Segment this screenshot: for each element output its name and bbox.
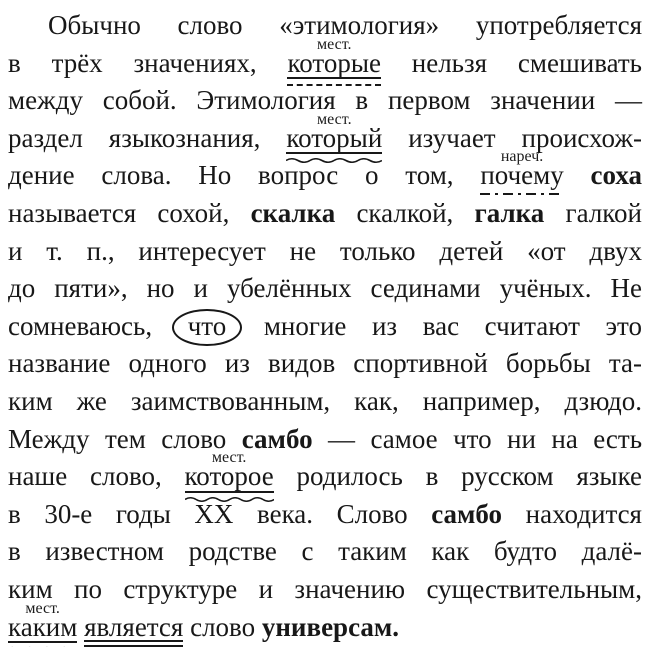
circled-word-chto xyxy=(188,308,227,346)
text-line xyxy=(8,599,642,647)
underline-solid xyxy=(286,152,382,154)
text-segment: изучает происхож- xyxy=(382,122,642,153)
text-line xyxy=(8,110,642,158)
text-line xyxy=(8,571,642,609)
text-segment: слово xyxy=(183,611,262,642)
text-segment: — самое что ни на есть xyxy=(312,423,643,454)
text-segment: называется сохой, xyxy=(8,197,251,228)
text-line xyxy=(8,449,643,496)
text-line xyxy=(8,233,642,271)
text-segment: в 30-е годы XX века. Слово xyxy=(8,498,432,529)
bold-word: самбо xyxy=(241,423,313,454)
underline-solid xyxy=(287,77,380,79)
bold-word: скалка xyxy=(250,197,336,228)
underline-solid xyxy=(185,491,274,493)
text-line xyxy=(8,270,642,308)
word-text: которое xyxy=(184,461,274,492)
underline-wavy xyxy=(286,157,382,164)
text-line xyxy=(8,533,642,571)
grammar-annotation: мест. xyxy=(25,599,60,617)
text-line xyxy=(8,195,642,233)
annotated-word-kakim xyxy=(8,599,78,647)
word-text: который xyxy=(286,122,383,153)
word-text: которые xyxy=(287,47,381,78)
text-line xyxy=(8,35,642,83)
bold-word: универсам. xyxy=(261,611,400,642)
text-segment: и т. п., интересует не только детей «от двух xyxy=(8,235,642,266)
text-line xyxy=(8,496,642,534)
text-segment: наше слово, xyxy=(8,461,185,492)
text-segment xyxy=(77,612,84,642)
text-segment: Между тем слово xyxy=(8,423,242,454)
annotated-word-yavlyaetsya xyxy=(84,609,183,647)
annotated-word-pochemu xyxy=(480,148,564,195)
word-text: каким xyxy=(8,611,78,642)
text-segment: ким по структуре и значению существительным, xyxy=(8,573,642,604)
text-segment: дение слова. Но вопрос о том, xyxy=(8,160,481,191)
underline-dashed xyxy=(287,84,380,86)
grammar-annotation: мест. xyxy=(211,449,247,467)
text-line xyxy=(8,345,642,383)
text-segment: название одного из видов спортивной борьбы та- xyxy=(8,348,642,379)
word-text: является xyxy=(84,611,184,642)
underline-solid xyxy=(8,641,77,643)
text-segment: до пяти», но и убелённых сединами учёных. Не xyxy=(8,273,642,304)
text-segment: между собой. Этимология в первом значении — xyxy=(8,85,642,116)
text-segment: многие из вас считают это xyxy=(238,310,643,341)
annotated-word-kotoryi xyxy=(286,110,383,158)
text-segment: родилось в русском языке xyxy=(273,461,643,492)
text-segment: сомневаюсь, xyxy=(8,310,178,341)
underline-dash-dot xyxy=(480,193,563,195)
text-segment: в трёх значениях, xyxy=(8,47,288,78)
text-line xyxy=(8,308,642,346)
text-segment: Обычно слово «этимология» употребляется xyxy=(48,10,642,40)
text-line xyxy=(8,421,642,459)
bold-word: самбо xyxy=(431,498,503,529)
annotated-word-kotorye xyxy=(287,35,381,83)
underline-double-top xyxy=(84,640,183,642)
text-segment: находится xyxy=(502,498,642,529)
text-segment: раздел языкознания, xyxy=(8,122,287,153)
word-text: почему xyxy=(480,160,564,191)
bold-word: соха xyxy=(563,160,642,191)
text-segment: галкой xyxy=(544,197,642,228)
grammar-annotation: мест. xyxy=(316,35,352,53)
annotated-word-kotoroe xyxy=(184,449,274,496)
word-text: что xyxy=(187,310,227,341)
underline-wavy xyxy=(185,496,274,503)
grammar-annotation: мест. xyxy=(317,110,352,128)
text-segment: в известном родстве с таким как будто далё- xyxy=(8,536,642,567)
bold-word: галка xyxy=(474,197,545,228)
circle-annotation xyxy=(172,309,243,347)
text-segment: ким же заимствованным, как, например, дзюдо. xyxy=(8,385,642,416)
text-segment: скалкой, xyxy=(335,197,475,228)
grammar-annotation: нареч. xyxy=(500,148,544,166)
text-segment: нельзя смешивать xyxy=(380,47,642,78)
text-line xyxy=(8,383,642,421)
